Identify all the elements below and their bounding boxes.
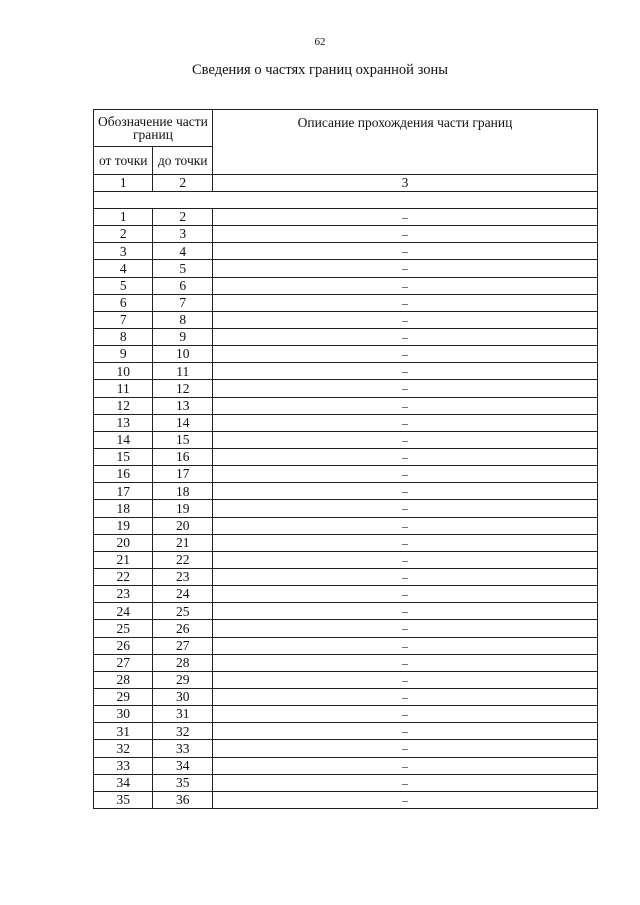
to-point-cell: 29 — [153, 671, 212, 688]
table-row — [94, 688, 598, 705]
description-cell: – — [212, 637, 597, 654]
table-row — [94, 243, 598, 260]
document-title: Сведения о частях границ охранной зоны — [192, 62, 448, 78]
description-cell: – — [212, 414, 597, 431]
description-cell: – — [212, 551, 597, 568]
to-point-cell: 10 — [153, 346, 212, 363]
description-cell: – — [212, 466, 597, 483]
table-row — [94, 637, 598, 654]
description-cell: – — [212, 534, 597, 551]
table-row — [94, 346, 598, 363]
to-point-cell: 8 — [153, 311, 212, 328]
spacer-cell — [94, 192, 598, 209]
header-from-cell: от точки — [94, 147, 153, 175]
to-point-cell: 12 — [153, 380, 212, 397]
from-point-cell: 18 — [94, 500, 153, 517]
from-point-cell: 19 — [94, 517, 153, 534]
to-point-cell: 27 — [153, 637, 212, 654]
header-description-cell: Описание прохождения части границ — [212, 110, 597, 175]
table-row — [94, 757, 598, 774]
from-point-cell: 33 — [94, 757, 153, 774]
from-point-cell: 30 — [94, 706, 153, 723]
table-row — [94, 551, 598, 568]
table-row — [94, 466, 598, 483]
table-row — [94, 380, 598, 397]
table-row — [94, 328, 598, 345]
description-cell: – — [212, 757, 597, 774]
description-cell: – — [212, 706, 597, 723]
table-row — [94, 671, 598, 688]
description-cell: – — [212, 500, 597, 517]
to-point-cell: 31 — [153, 706, 212, 723]
description-cell: – — [212, 380, 597, 397]
table-row — [94, 448, 598, 465]
from-point-cell: 6 — [94, 294, 153, 311]
table-row — [94, 774, 598, 791]
from-point-cell: 10 — [94, 363, 153, 380]
from-point-cell: 22 — [94, 568, 153, 585]
header-row-main — [94, 110, 598, 147]
to-point-cell: 6 — [153, 277, 212, 294]
to-point-cell: 11 — [153, 363, 212, 380]
description-cell: – — [212, 346, 597, 363]
from-point-cell: 2 — [94, 226, 153, 243]
from-point-cell: 14 — [94, 431, 153, 448]
description-cell: – — [212, 209, 597, 226]
table-row — [94, 706, 598, 723]
to-point-cell: 34 — [153, 757, 212, 774]
table-row — [94, 500, 598, 517]
from-point-cell: 29 — [94, 688, 153, 705]
description-cell: – — [212, 328, 597, 345]
description-cell: – — [212, 723, 597, 740]
description-cell: – — [212, 688, 597, 705]
description-cell: – — [212, 294, 597, 311]
to-point-cell: 17 — [153, 466, 212, 483]
header-to-cell: до точки — [153, 147, 212, 175]
from-point-cell: 27 — [94, 654, 153, 671]
table-row — [94, 260, 598, 277]
description-cell: – — [212, 603, 597, 620]
description-cell: – — [212, 431, 597, 448]
table-row — [94, 603, 598, 620]
to-point-cell: 2 — [153, 209, 212, 226]
table-row — [94, 363, 598, 380]
description-cell: – — [212, 774, 597, 791]
description-cell: – — [212, 740, 597, 757]
table-row — [94, 311, 598, 328]
from-point-cell: 5 — [94, 277, 153, 294]
from-point-cell: 1 — [94, 209, 153, 226]
to-point-cell: 28 — [153, 654, 212, 671]
to-point-cell: 9 — [153, 328, 212, 345]
column-number-3: 3 — [212, 175, 597, 192]
from-point-cell: 26 — [94, 637, 153, 654]
from-point-cell: 11 — [94, 380, 153, 397]
to-point-cell: 35 — [153, 774, 212, 791]
description-cell: – — [212, 654, 597, 671]
from-point-cell: 9 — [94, 346, 153, 363]
description-cell: – — [212, 260, 597, 277]
to-point-cell: 33 — [153, 740, 212, 757]
from-point-cell: 13 — [94, 414, 153, 431]
boundary-parts-table — [93, 109, 598, 809]
to-point-cell: 23 — [153, 568, 212, 585]
to-point-cell: 24 — [153, 586, 212, 603]
to-point-cell: 4 — [153, 243, 212, 260]
description-cell: – — [212, 397, 597, 414]
page-number: 62 — [314, 36, 326, 48]
header-group-cell: Обозначение части границ — [94, 110, 213, 147]
description-cell: – — [212, 226, 597, 243]
description-cell: – — [212, 791, 597, 808]
from-point-cell: 24 — [94, 603, 153, 620]
to-point-cell: 25 — [153, 603, 212, 620]
column-number-2: 2 — [153, 175, 212, 192]
to-point-cell: 14 — [153, 414, 212, 431]
to-point-cell: 3 — [153, 226, 212, 243]
to-point-cell: 18 — [153, 483, 212, 500]
description-cell: – — [212, 448, 597, 465]
table-row — [94, 568, 598, 585]
table-row — [94, 483, 598, 500]
table-row — [94, 654, 598, 671]
from-point-cell: 20 — [94, 534, 153, 551]
from-point-cell: 4 — [94, 260, 153, 277]
from-point-cell: 32 — [94, 740, 153, 757]
to-point-cell: 26 — [153, 620, 212, 637]
table-row — [94, 209, 598, 226]
to-point-cell: 16 — [153, 448, 212, 465]
from-point-cell: 7 — [94, 311, 153, 328]
to-point-cell: 20 — [153, 517, 212, 534]
from-point-cell: 31 — [94, 723, 153, 740]
to-point-cell: 19 — [153, 500, 212, 517]
to-point-cell: 36 — [153, 791, 212, 808]
to-point-cell: 5 — [153, 260, 212, 277]
from-point-cell: 12 — [94, 397, 153, 414]
to-point-cell: 7 — [153, 294, 212, 311]
column-number-1: 1 — [94, 175, 153, 192]
from-point-cell: 28 — [94, 671, 153, 688]
table-row — [94, 791, 598, 808]
table-row — [94, 740, 598, 757]
table-row — [94, 723, 598, 740]
description-cell: – — [212, 671, 597, 688]
to-point-cell: 21 — [153, 534, 212, 551]
table-row — [94, 226, 598, 243]
from-point-cell: 23 — [94, 586, 153, 603]
description-cell: – — [212, 363, 597, 380]
description-cell: – — [212, 483, 597, 500]
table-row — [94, 277, 598, 294]
from-point-cell: 34 — [94, 774, 153, 791]
description-cell: – — [212, 517, 597, 534]
description-cell: – — [212, 277, 597, 294]
description-cell: – — [212, 243, 597, 260]
column-number-row — [94, 175, 598, 192]
from-point-cell: 15 — [94, 448, 153, 465]
from-point-cell: 17 — [94, 483, 153, 500]
table-row — [94, 620, 598, 637]
table-row — [94, 517, 598, 534]
to-point-cell: 30 — [153, 688, 212, 705]
table-row — [94, 586, 598, 603]
table-row — [94, 534, 598, 551]
from-point-cell: 25 — [94, 620, 153, 637]
table-row — [94, 431, 598, 448]
table-row — [94, 397, 598, 414]
from-point-cell: 35 — [94, 791, 153, 808]
table-row — [94, 294, 598, 311]
to-point-cell: 22 — [153, 551, 212, 568]
to-point-cell: 13 — [153, 397, 212, 414]
to-point-cell: 15 — [153, 431, 212, 448]
from-point-cell: 3 — [94, 243, 153, 260]
from-point-cell: 16 — [94, 466, 153, 483]
description-cell: – — [212, 620, 597, 637]
table-row — [94, 414, 598, 431]
from-point-cell: 21 — [94, 551, 153, 568]
description-cell: – — [212, 586, 597, 603]
to-point-cell: 32 — [153, 723, 212, 740]
from-point-cell: 8 — [94, 328, 153, 345]
description-cell: – — [212, 311, 597, 328]
description-cell: – — [212, 568, 597, 585]
spacer-row — [94, 192, 598, 209]
